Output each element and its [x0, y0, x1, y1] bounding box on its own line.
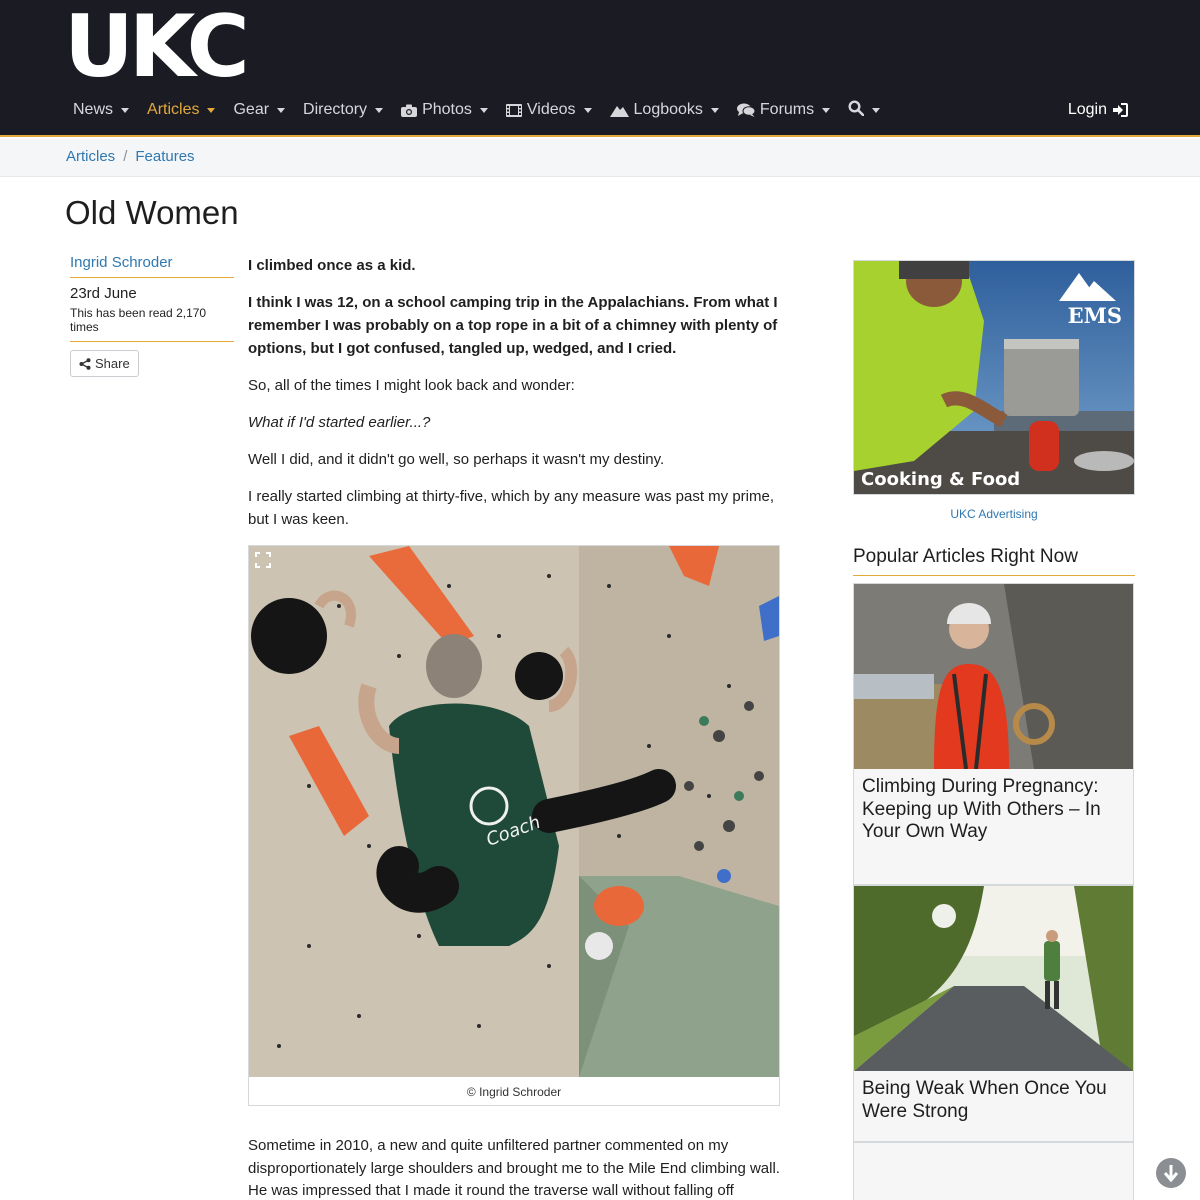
article-paragraph: Well I did, and it didn't go well, so perhaps it wasn't my destiny.	[248, 451, 665, 468]
nav-directory[interactable]	[294, 94, 392, 126]
article-paragraph: Sometime in 2010, a new and quite unfiltered partner commented on my disproportionately large shoulders and brought me to the Mile End climbing wall. He was impressed that I made it round the traverse wall without falling off	[248, 1137, 780, 1199]
popular-article-card[interactable]	[853, 885, 1134, 1142]
caret-down-icon	[375, 108, 383, 113]
sign-in-icon	[1112, 103, 1128, 117]
popular-article-title[interactable]: Being Weak When Once You Were Strong	[862, 1078, 1107, 1122]
popular-article-thumbnail	[854, 886, 1133, 1071]
article-paragraph: What if I'd started earlier...?	[248, 414, 431, 431]
climbing-wall-photo[interactable]	[249, 546, 779, 1077]
article-paragraph: I really started climbing at thirty-five, which by any measure was past my prime, but I was keen.	[248, 488, 775, 528]
caret-down-icon	[207, 108, 215, 113]
popular-article-thumbnail	[854, 1143, 1133, 1200]
scroll-down-button[interactable]	[1156, 1158, 1186, 1188]
breadcrumb	[66, 148, 195, 165]
share-button[interactable]	[70, 350, 139, 377]
film-icon	[506, 104, 522, 117]
svg-text:Coach: Coach	[483, 811, 544, 851]
chat-bubbles-icon	[737, 103, 755, 117]
advert-banner[interactable]	[853, 260, 1135, 495]
nav-photos-label: Photos	[422, 101, 472, 118]
breadcrumb-articles[interactable]: Articles	[66, 148, 116, 165]
site-header	[0, 0, 1200, 137]
camera-icon	[401, 104, 417, 117]
arrow-down-icon	[1163, 1164, 1179, 1182]
author-link[interactable]: Ingrid Schroder	[70, 254, 234, 278]
nav-forums-label: Forums	[759, 101, 815, 118]
advert-text: Cooking & Food	[861, 469, 1021, 490]
popular-article-title[interactable]: Climbing During Pregnancy: Keeping up With Others – In Your Own Way	[862, 776, 1101, 842]
advert-brand: EMS	[1067, 303, 1122, 328]
nav-videos[interactable]	[497, 94, 601, 126]
article-paragraph: I think I was 12, on a school camping trip in the Appalachians. From what I remember I was probably on a top rope in a bit of a chimney with plenty of options, but I got confused, tangled up, wedged, and I cried.	[248, 294, 778, 357]
author-panel	[70, 254, 234, 377]
nav-logbooks-label: Logbooks	[633, 101, 703, 118]
login-label: Login	[1067, 101, 1107, 118]
share-icon	[79, 358, 91, 370]
caret-down-icon	[121, 108, 129, 113]
nav-articles-label: Articles	[147, 101, 200, 118]
article-body	[248, 254, 780, 545]
caret-down-icon	[711, 108, 719, 113]
post-date: 23rd June	[70, 285, 137, 302]
nav-articles[interactable]	[138, 94, 224, 126]
nav-news-label: News	[73, 101, 114, 118]
article-body-continued	[248, 1135, 780, 1200]
popular-article-card[interactable]	[853, 583, 1134, 885]
advert-image	[854, 261, 1135, 495]
ukc-logo[interactable]: UKC	[64, 0, 245, 97]
caret-down-icon	[822, 108, 830, 113]
breadcrumb-separator: /	[123, 148, 128, 165]
article-figure	[248, 545, 780, 1106]
mountain-icon	[610, 104, 629, 117]
popular-articles-heading: Popular Articles Right Now	[853, 546, 1135, 576]
caret-down-icon	[480, 108, 488, 113]
popular-article-card[interactable]	[853, 1142, 1134, 1200]
advert-label[interactable]: UKC Advertising	[950, 507, 1038, 521]
caret-down-icon	[277, 108, 285, 113]
login-button[interactable]	[1068, 94, 1128, 126]
share-label: Share	[95, 356, 130, 371]
breadcrumb-bar	[0, 139, 1200, 177]
nav-logbooks[interactable]	[601, 94, 728, 126]
caret-down-icon	[584, 108, 592, 113]
nav-news[interactable]	[64, 94, 138, 126]
nav-directory-label: Directory	[303, 101, 368, 118]
photo-caption: © Ingrid Schroder	[466, 1085, 562, 1099]
nav-gear-label: Gear	[233, 101, 270, 118]
read-count: This has been read 2,170 times	[70, 306, 234, 342]
expand-icon[interactable]	[255, 552, 271, 568]
page-title: Old Women	[65, 194, 239, 231]
article-paragraph: So, all of the times I might look back and wonder:	[248, 377, 575, 394]
article-paragraph: I climbed once as a kid.	[248, 257, 416, 274]
nav-photos[interactable]	[392, 94, 497, 126]
nav-videos-label: Videos	[526, 101, 576, 118]
nav-gear[interactable]	[224, 94, 294, 126]
nav-forums[interactable]	[728, 94, 839, 126]
breadcrumb-features[interactable]: Features	[135, 148, 195, 165]
climber-illustration	[249, 546, 779, 1077]
main-nav	[64, 94, 889, 126]
search-icon	[848, 100, 864, 121]
caret-down-icon	[872, 108, 880, 113]
nav-search[interactable]	[839, 94, 889, 126]
popular-article-thumbnail	[854, 584, 1133, 769]
